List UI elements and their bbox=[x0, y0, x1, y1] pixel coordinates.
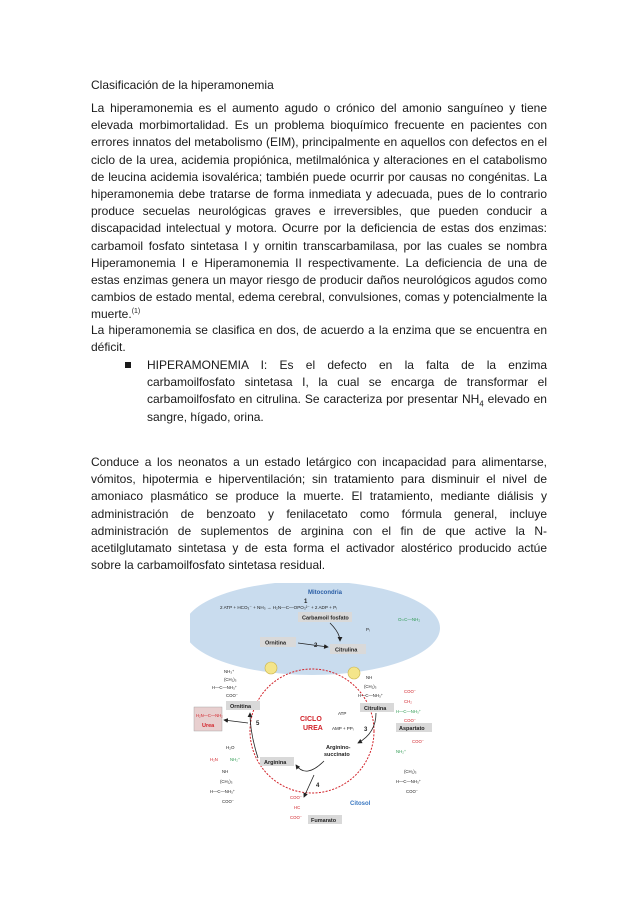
amp-label: AMP + PPᵢ bbox=[332, 726, 354, 731]
argininosuccinato-carboxyl: COO⁻ bbox=[406, 789, 419, 794]
square-bullet-icon bbox=[125, 362, 131, 368]
aspartato-carboxyl: COO⁻ bbox=[404, 718, 417, 723]
carbamoyl-group-formula: O=C—NH₂ bbox=[398, 617, 421, 622]
step-3-number: 3 bbox=[364, 727, 368, 733]
aspartato-ch2: CH₂ bbox=[404, 699, 412, 704]
argininosuccinato-label-2: succinato bbox=[324, 752, 350, 758]
arginina-chain: (CH₂)₃ bbox=[220, 779, 233, 784]
arginina-nh: NH bbox=[222, 769, 229, 774]
citrulina-structure: NH bbox=[366, 675, 373, 680]
argininosuccinato-label-1: Arginino- bbox=[326, 745, 351, 751]
mitochondria-label: Mitocondria bbox=[308, 590, 342, 596]
fumarato-ch: HC bbox=[294, 805, 301, 810]
arginina-structure: H₂N bbox=[210, 757, 218, 762]
cycle-title-line1: CICLO bbox=[300, 716, 322, 723]
ornitina-chain: (CH₂)₃ bbox=[224, 677, 237, 682]
water-label: H₂O bbox=[226, 745, 235, 750]
citrulina-chain: (CH₂)₃ bbox=[364, 684, 377, 689]
ornitina-label: Ornitina bbox=[230, 704, 252, 710]
arginina-guanidino: NH₂⁺ bbox=[230, 757, 241, 762]
paragraph-classification: La hiperamonemia se clasifica en dos, de acuerdo a la enzima que se encuentra en déficit. bbox=[91, 323, 547, 355]
paragraph-definition-text: La hiperamonemia es el aumento agudo o crónico del amonio sanguíneo y tiene elevada morbimortalidad. Es un problema bioquímico frecuente en pacientes con errores innatos del metabolismo (EIM), principalmente en aquellos con defectos en el ciclo de la urea, acidemia propiónica, metilmalónica y alteraciones en el catabolismo de leucina acidemia isovalérica; también puede ocurrir por causas no congénitas. La hiperamonemia debe tratarse de forma inmediata y adecuada, pues de lo contrario produce secuelas neurológicas graves e irreversibles, que pueden conducir a discapacidad intelectual y motora. Ocurre por la deficiencia de estas dos enzimas: carbamoil fosfato sintetasa I y ornitin transcarbamilasa, por las cuales se nombra Hiperamonemia I e Hiperamonemia II respectivamente. La deficiencia de una de estas enzimas genera un mayor riesgo de producir daños neurológicos agudos como cambios de estado mental, edema cerebral, convulsiones, comas y potencialmente la muerte. bbox=[91, 101, 547, 322]
aspartato-label: Aspartato bbox=[399, 726, 425, 732]
urea-formula: H₂N—C—NH₂ bbox=[196, 713, 223, 718]
bullet-text-main: HIPERAMONEMIA I: Es el defecto en la falta de la enzima carbamoilfosfato sintetasa I, la cual se encarga de transformar el carbamoilfosfato en citrulina. Se caracteriza por presentar NH bbox=[147, 358, 547, 407]
step-1-number: 1 bbox=[304, 599, 308, 605]
arrow-fumarato-release bbox=[304, 775, 314, 797]
arrow-urea-release bbox=[224, 720, 248, 723]
aspartato-alpha: H—C—NH₃⁺ bbox=[396, 709, 422, 714]
bullet-text-tail: elevado en sangre, hígado, orina. bbox=[147, 392, 547, 424]
pi-release-label: Pᵢ bbox=[366, 627, 370, 632]
urea-cycle-figure bbox=[190, 583, 455, 831]
urea-cycle-diagram bbox=[190, 583, 455, 831]
fumarato-label: Fumarato bbox=[311, 818, 337, 824]
step-2-number: 2 bbox=[314, 643, 318, 649]
fumarato-structure: COO⁻ bbox=[290, 795, 303, 800]
ornitina-mito-label: Ornitina bbox=[265, 640, 287, 647]
reference-marker: (1) bbox=[131, 308, 141, 316]
ornitina-alpha: H—C—NH₃⁺ bbox=[212, 685, 238, 690]
mitochondria-compartment bbox=[190, 583, 440, 675]
argininosuccinato-alpha: H—C—NH₃⁺ bbox=[396, 779, 422, 784]
cycle-title-line2: UREA bbox=[303, 725, 323, 732]
ornitina-structure: NH₃⁺ bbox=[224, 669, 235, 674]
citrulina-alpha: H—C—NH₃⁺ bbox=[358, 693, 384, 698]
bullet-subscript: 4 bbox=[479, 399, 484, 409]
citrulina-label: Citrulina bbox=[364, 706, 387, 712]
reaction-step-1-equation: 2 ATP + HCO₃⁻ + NH₃ → H₂N—C—OPO₃²⁻ + 2 ADP + Pᵢ bbox=[220, 605, 337, 610]
citosol-label: Citosol bbox=[350, 801, 371, 807]
ornitina-transporter bbox=[265, 662, 277, 674]
arrow-argininosuccinato-to-arginina bbox=[296, 761, 324, 771]
paragraph-definition bbox=[91, 100, 547, 324]
argininosuccinato-nh: NH₂⁺ bbox=[396, 749, 407, 754]
argininosuccinato-chain: (CH₂)₃ bbox=[404, 769, 417, 774]
bullet-text bbox=[147, 357, 547, 426]
citrulina-transporter bbox=[348, 667, 360, 679]
arginina-label: Arginina bbox=[264, 760, 287, 766]
fumarato-carboxyl: COO⁻ bbox=[290, 815, 303, 820]
ornitina-carboxyl: COO⁻ bbox=[226, 693, 239, 698]
section-heading: Clasificación de la hiperamonemia bbox=[91, 78, 274, 92]
urea-label: Urea bbox=[202, 723, 215, 729]
argininosuccinato-structure: COO⁻ bbox=[412, 739, 425, 744]
citrulina-mito-label: Citrulina bbox=[335, 647, 358, 654]
step-4-number: 4 bbox=[316, 783, 320, 789]
paragraph-treatment: Conduce a los neonatos a un estado letárgico con incapacidad para alimentarse, vómitos, hipotermia e hiperventilación; sin tratamiento para disminuir el nivel de amoniaco plasmático se produce la muerte. El tratamiento, mediante diálisis y administración de benzoato y fenilacetato como fórmula general, incluye administración de suplementos de arginina con el fin de que active la N-acetilglutamato sintetasa y de esta forma el activador alostérico producido actúe sobre la carbamoilfosfato sintetasa residual. bbox=[91, 455, 547, 573]
step-5-number: 5 bbox=[256, 721, 260, 727]
atp-label: ATP bbox=[338, 711, 347, 716]
arginina-carboxyl: COO⁻ bbox=[222, 799, 235, 804]
aspartato-structure: COO⁻ bbox=[404, 689, 417, 694]
arginina-alpha: H—C—NH₃⁺ bbox=[210, 789, 236, 794]
carbamoil-fosfato-label: Carbamoil fosfato bbox=[302, 615, 349, 622]
